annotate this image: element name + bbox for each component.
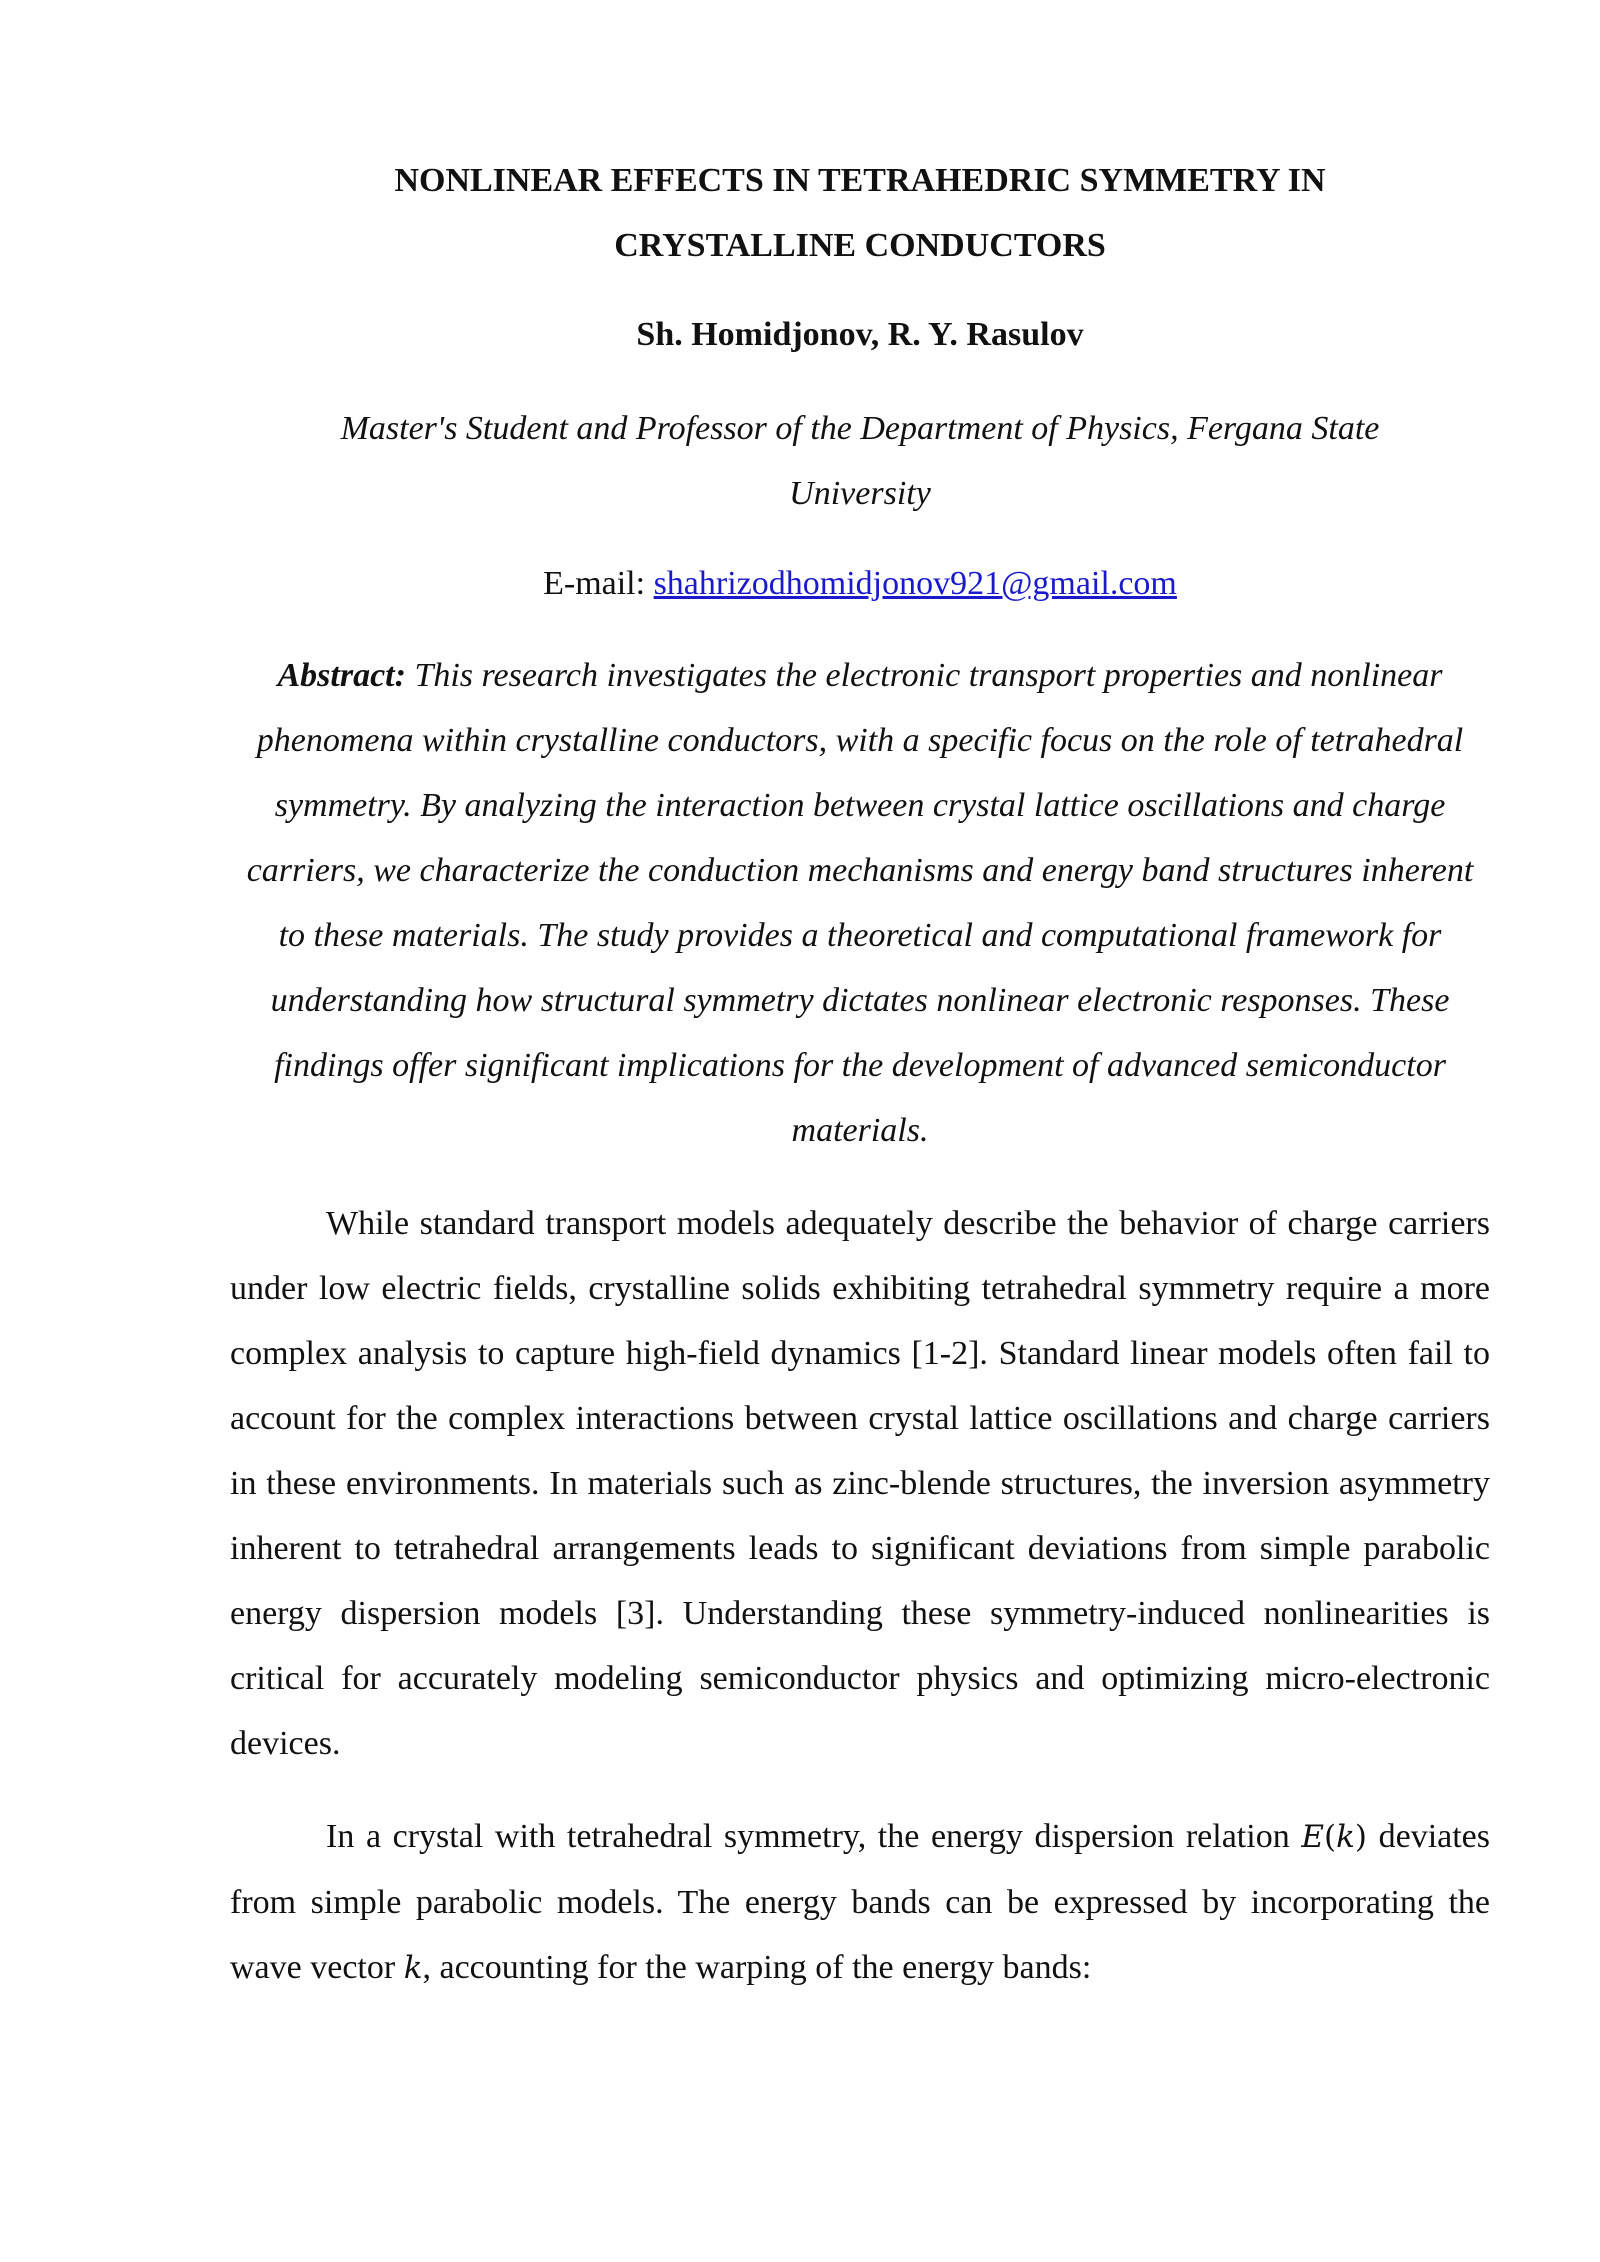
abstract — [236, 643, 1484, 1163]
email-link[interactable]: shahrizodhomidjonov921@gmail.com — [653, 565, 1177, 602]
title-line-1: NONLINEAR EFFECTS IN TETRAHEDRIC SYMMETRY IN — [394, 162, 1326, 199]
abstract-text: This research investigates the electronic transport properties and nonlinear phenomena within crystalline conductors, with a specific focus on the role of tetrahedral symmetry. By analyzing the interaction between crystal lattice oscillations and charge carriers, we characterize the conduction mechanisms and energy band structures inherent to these materials. The study provides a theoretical and computational framework for understanding how structural symmetry dictates nonlinear electronic responses. These findings offer significant implications for the development of advanced semiconductor materials. — [246, 657, 1474, 1149]
paragraph-2-text-c: , accounting for the warping of the energy bands: — [422, 1949, 1092, 1986]
title-line-2: CRYSTALLINE CONDUCTORS — [614, 227, 1106, 264]
email-label: E-mail: — [543, 565, 646, 602]
author-names: Sh. Homidjonov, R. Y. Rasulov — [636, 316, 1084, 353]
inline-math-wave-vector: k — [403, 1950, 423, 1986]
paragraph-2-text-b: deviates from simple parabolic models. The energy bands can be expressed by incorporating the wave vector — [230, 1818, 1491, 1986]
contact-email — [180, 551, 1540, 616]
affiliation-line-2: University — [789, 475, 931, 512]
math-symbol-k: k — [1336, 1819, 1355, 1855]
body-paragraph-2 — [230, 1804, 1490, 2001]
math-symbol-e: E — [1301, 1819, 1324, 1855]
author-affiliation — [260, 396, 1460, 526]
inline-math-energy — [1301, 1819, 1367, 1855]
affiliation-line-1: Master's Student and Professor of the Department of Physics, Fergana State — [340, 410, 1380, 447]
body-paragraph-1: While standard transport models adequately describe the behavior of charge carriers under low electric fields, crystalline solids exhibiting tetrahedral symmetry require a more complex analysis to capture high-field dynamics [1-2]. Standard linear models often fail to account for the complex interactions between crystal lattice oscillations and charge carriers in these environments. In materials such as zinc-blende structures, the inversion asymmetry inherent to tetrahedral arrangements leads to significant deviations from simple parabolic energy dispersion models [3]. Understanding these symmetry-induced nonlinearities is critical for accurately modeling semiconductor physics and optimizing micro-electronic devices. — [230, 1205, 1490, 1762]
math-open-paren: ( — [1323, 1819, 1337, 1855]
paper-title — [180, 148, 1540, 278]
paragraph-2-text-a: In a crystal with tetrahedral symmetry, the energy dispersion relation — [326, 1818, 1290, 1855]
math-close-paren: ) — [1354, 1819, 1367, 1855]
abstract-label: Abstract: — [277, 657, 406, 694]
